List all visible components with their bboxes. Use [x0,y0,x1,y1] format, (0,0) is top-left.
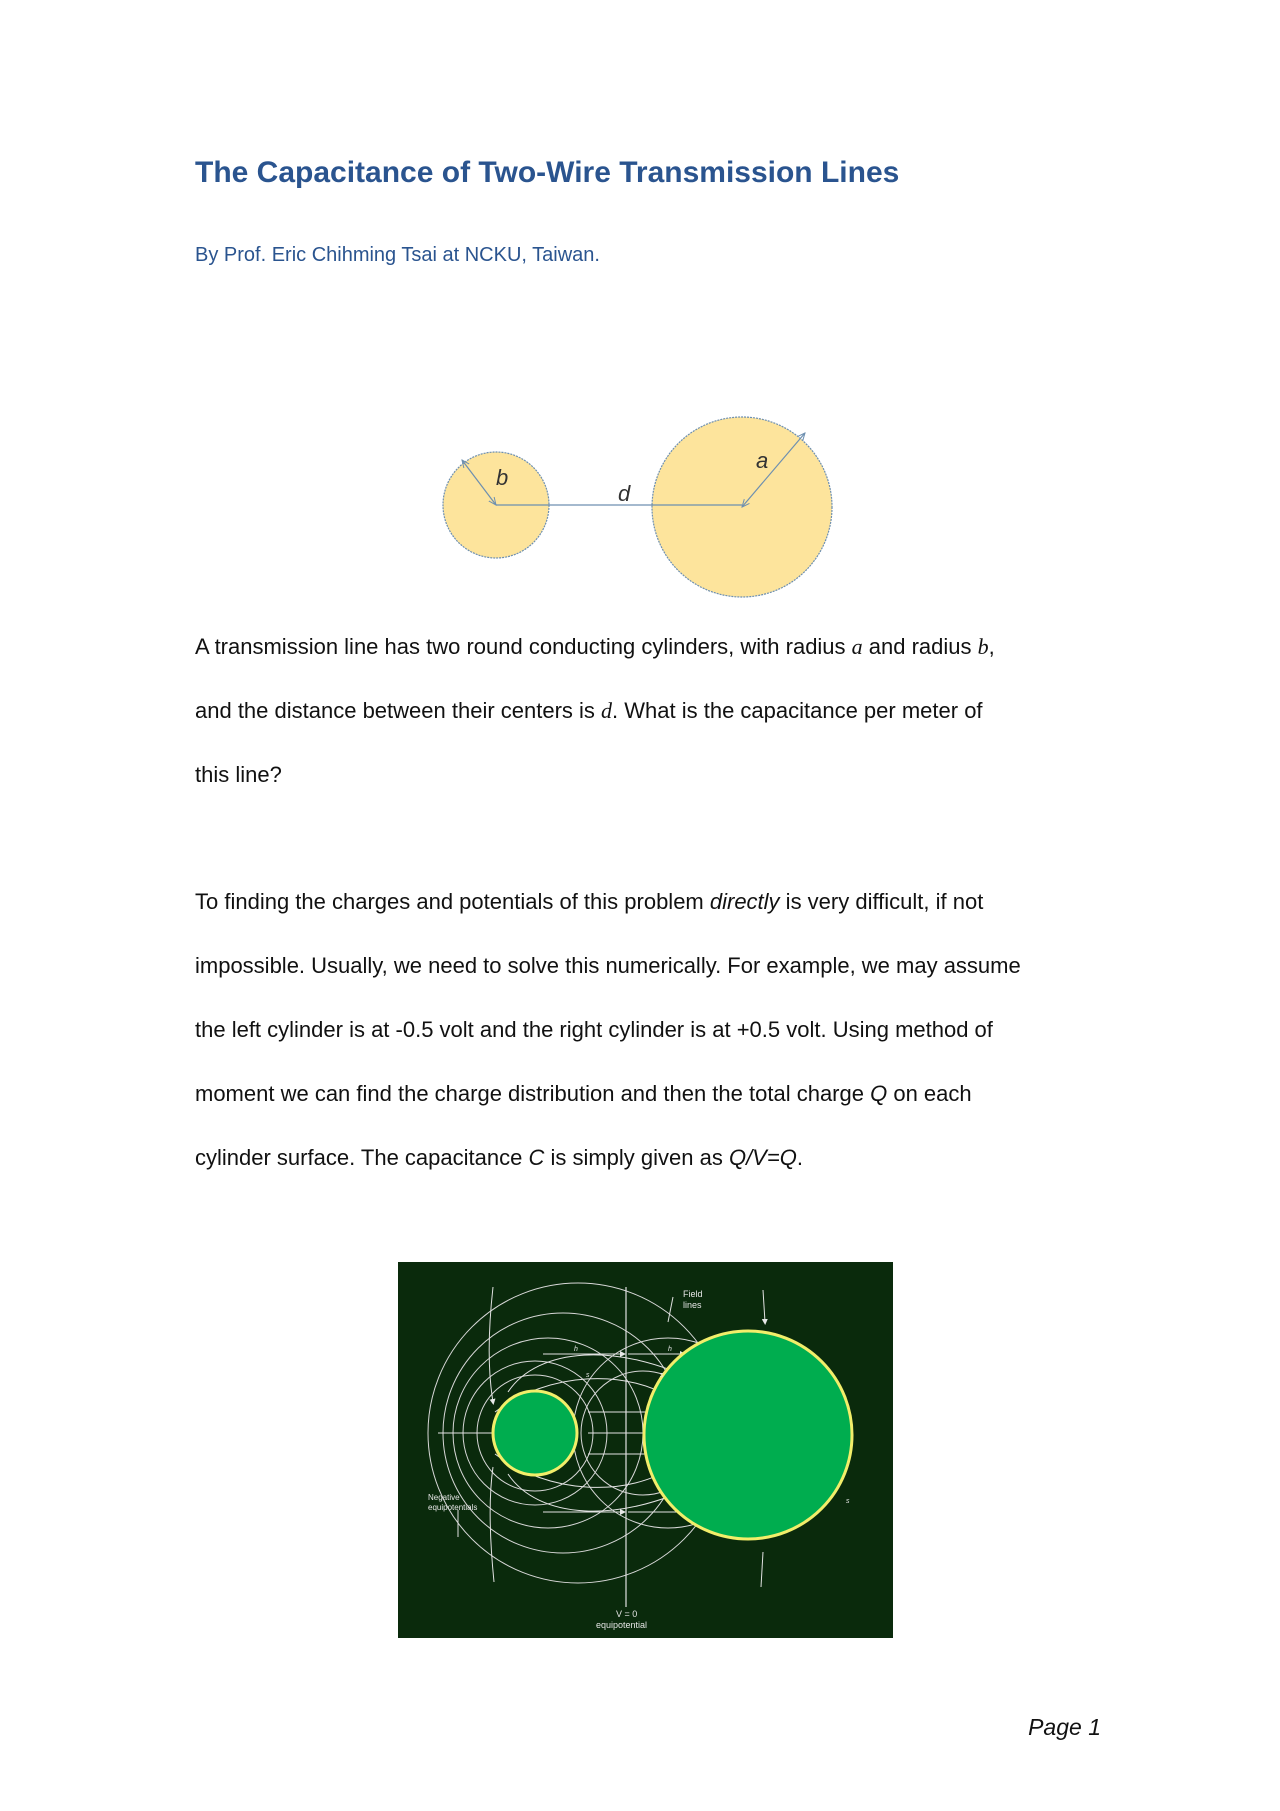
field-lines-figure [398,1262,893,1638]
page-number: Page 1 [1028,1714,1101,1740]
text-run: and the distance between their centers is [195,698,602,723]
text-run: this line? [195,762,282,787]
negative-label-2: equipotentials [428,1503,478,1512]
variable-a: a [851,634,863,659]
right-cylinder [644,1331,852,1539]
method-paragraph [195,870,1095,1190]
paragraph-line [195,870,1095,934]
emphasis-directly: directly [709,889,780,914]
paragraph-line [195,743,1095,807]
text-run: is simply given as [544,1145,729,1170]
text-run: moment we can find the charge distribution and then the total charge [195,1081,871,1106]
page-title: The Capacitance of Two-Wire Transmission Lines [195,156,900,189]
text-run: and radius [862,634,978,659]
variable-d: d [601,698,613,723]
formula-q-over-v: Q/V=Q [728,1145,797,1170]
text-run: To finding the charges and potentials of this problem [195,889,710,914]
field-lines-label-2: lines [683,1300,702,1310]
problem-statement-paragraph [195,615,1095,807]
v0-label-1: V = 0 [616,1609,638,1619]
label-b: b [496,465,509,490]
symbol-c: C [528,1145,545,1170]
left-cylinder [493,1391,577,1475]
paragraph-line [195,679,1095,743]
label-a: a [756,448,769,473]
paragraph-line [195,615,1095,679]
text-run: A transmission line has two round conducting cylinders, with radius [195,634,852,659]
text-run: , [988,634,995,659]
paragraph-line [195,934,1095,998]
label-d: d [618,481,631,506]
s-label-left: s [586,1372,590,1379]
text-run: . [796,1145,803,1170]
s-label-right: s [660,1372,664,1379]
h-label-right: h [668,1346,672,1353]
author-byline: By Prof. Eric Chihming Tsai at NCKU, Taiwan. [195,244,600,266]
text-run: is very difficult, if not [779,889,984,914]
cylinder-geometry-figure [440,405,860,605]
v0-label-2: equipotential [596,1620,648,1630]
field-lines-label-1: Field [683,1289,703,1299]
paragraph-line [195,998,1095,1062]
text-run: cylinder surface. The capacitance [195,1145,529,1170]
text-run: the left cylinder is at -0.5 volt and the right cylinder is at +0.5 volt. Using method of [195,1017,993,1042]
text-run: impossible. Usually, we need to solve this numerically. For example, we may assume [195,953,1021,978]
text-run: on each [887,1081,972,1106]
paragraph-line [195,1126,1095,1190]
s-label-edge: s [846,1498,850,1505]
variable-b: b [977,634,989,659]
text-run: . What is the capacitance per meter of [612,698,983,723]
paragraph-line [195,1062,1095,1126]
symbol-q: Q [870,1081,888,1106]
negative-label-1: Negative [428,1493,460,1502]
h-label-left: h [574,1346,578,1353]
